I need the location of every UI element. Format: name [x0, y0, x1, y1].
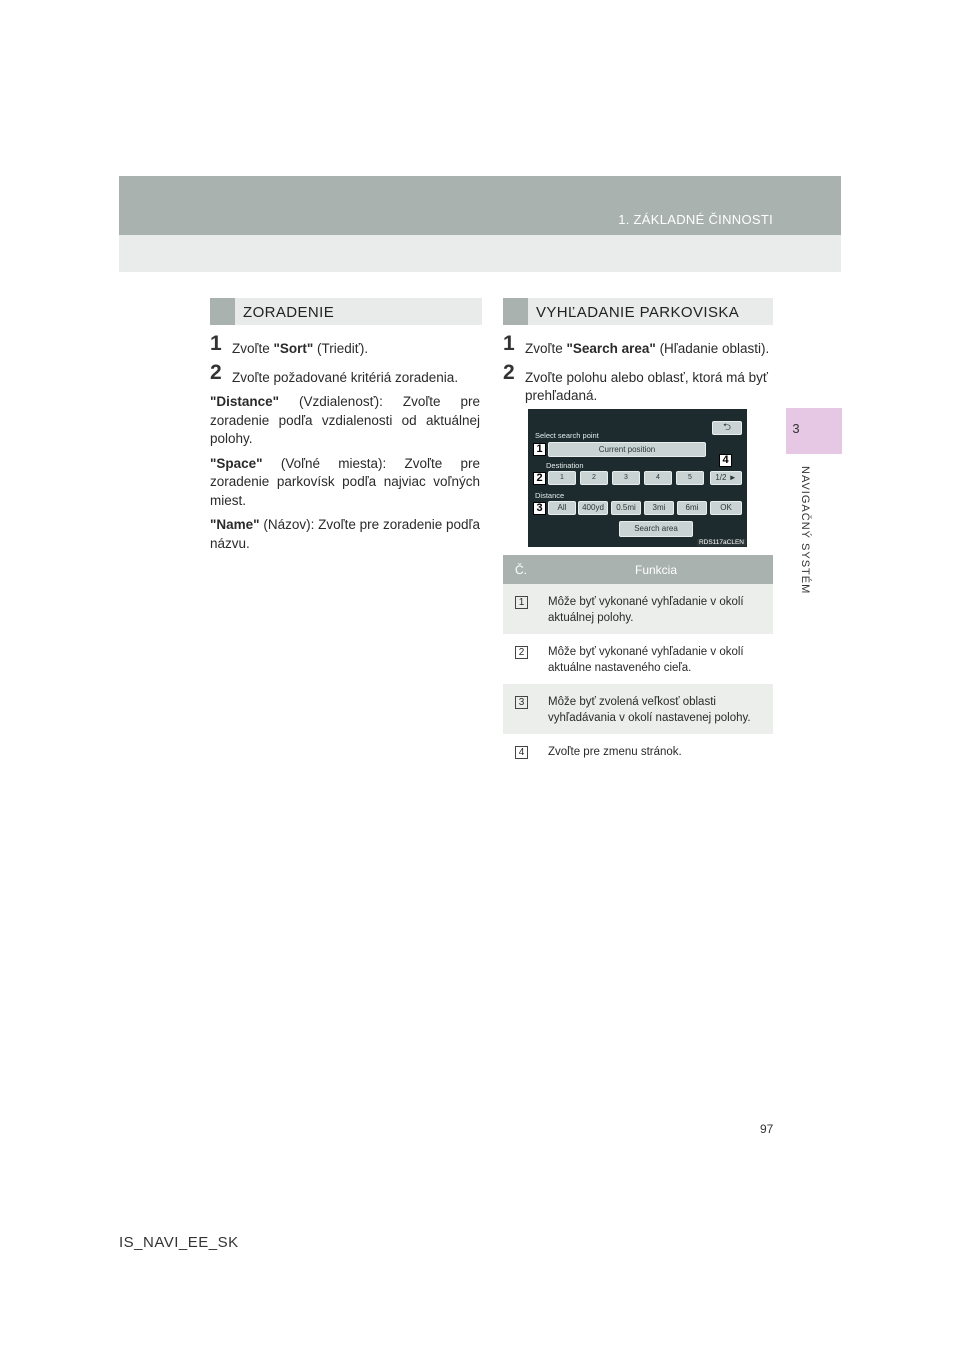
image-code: RDS117aCLEN: [698, 539, 744, 546]
search-area-button[interactable]: Search area: [619, 521, 693, 537]
distance-05mi-button[interactable]: 0.5mi: [611, 501, 641, 515]
callout-2: 2: [533, 472, 546, 485]
table-row: [503, 584, 773, 634]
row-number: 4: [515, 746, 528, 759]
navigation-screen: [528, 409, 747, 547]
right-column: [503, 332, 773, 416]
heading-text: ZORADENIE: [243, 304, 335, 321]
step-number: 1: [503, 332, 515, 355]
step-2: [210, 360, 480, 388]
heading-marker: [210, 298, 235, 325]
footer-code: IS_NAVI_EE_SK: [119, 1234, 239, 1251]
callout-4: 4: [719, 454, 732, 467]
option-name: [210, 516, 480, 553]
chapter-number: 3: [792, 421, 800, 436]
option-distance: [210, 393, 480, 449]
destination-4-button[interactable]: 4: [644, 471, 672, 485]
option-text: (Voľné miesta): Zvoľte pre zoradenie parkovísk podľa najviac voľných miest.: [210, 455, 480, 508]
row-number: 3: [515, 696, 528, 709]
step-key: "Search area": [566, 341, 656, 356]
function-table: [503, 555, 773, 768]
header-band: [119, 176, 841, 272]
step-2: [503, 360, 773, 406]
table-row: [503, 734, 773, 768]
screen-title: Select search point: [535, 431, 599, 440]
distance-3mi-button[interactable]: 3mi: [644, 501, 674, 515]
page-number: 97: [760, 1122, 774, 1136]
page-button[interactable]: 1/2 ►: [710, 471, 742, 485]
row-text: Môže byť vykonané vyhľadanie v okolí aktuálnej polohy.: [539, 584, 773, 634]
table-row: [503, 684, 773, 734]
distance-label: Distance: [535, 491, 565, 500]
step-text: Zvoľte: [525, 341, 567, 356]
step-text: Zvoľte požadované kritériá zoradenia.: [232, 369, 459, 385]
callout-3: 3: [533, 502, 546, 515]
option-space: [210, 455, 480, 511]
option-key: "Name": [210, 517, 260, 532]
return-arrow-icon: ⮌: [722, 422, 731, 433]
distance-6mi-button[interactable]: 6mi: [677, 501, 707, 515]
destination-5-button[interactable]: 5: [676, 471, 704, 485]
header-function: Funkcia: [539, 555, 773, 584]
ok-button[interactable]: OK: [710, 501, 742, 515]
step-key: "Sort": [273, 341, 314, 356]
step-text: Zvoľte: [232, 341, 274, 356]
current-position-button[interactable]: Current position: [548, 442, 706, 457]
destination-label: Destination: [546, 461, 584, 470]
heading-marker: [503, 298, 528, 325]
option-text: (Vzdialenosť): Zvoľte pre zoradenie podľa vzdialenosti od aktuálnej polohy.: [210, 394, 480, 446]
table-header: [503, 555, 773, 584]
header-no: Č.: [503, 555, 539, 584]
callout-1: 1: [533, 443, 546, 456]
step-1: [503, 332, 773, 359]
row-text: Môže byť zvolená veľkosť oblasti vyhľadávania v okolí nastavenej polohy.: [539, 684, 773, 734]
step-number: 2: [210, 360, 222, 384]
option-text: (Názov): Zvoľte pre zoradenie podľa názvu.: [210, 517, 480, 551]
distance-all-button[interactable]: All: [548, 501, 576, 515]
destination-2-button[interactable]: 2: [580, 471, 608, 485]
header-bar: [119, 176, 841, 235]
table-row: [503, 634, 773, 684]
destination-1-button[interactable]: 1: [548, 471, 576, 485]
section-heading-zoradenie: [210, 298, 482, 325]
step-text: (Hľadanie oblasti).: [655, 341, 770, 356]
step-number: 1: [210, 332, 222, 355]
row-text: Môže byť vykonané vyhľadanie v okolí aktuálne nastaveného cieľa.: [539, 634, 773, 684]
section-heading-parking: [503, 298, 773, 325]
left-column: [210, 332, 480, 559]
chapter-tab: [786, 408, 842, 454]
chapter-label: NAVIGAČNÝ SYSTÉM: [799, 466, 811, 595]
step-text: (Triediť).: [313, 341, 369, 356]
option-key: "Space": [210, 455, 263, 471]
distance-400yd-button[interactable]: 400yd: [578, 501, 608, 515]
row-number: 2: [515, 646, 528, 659]
heading-text: VYHĽADANIE PARKOVISKA: [536, 304, 740, 321]
step-1: [210, 332, 480, 359]
option-key: "Distance": [210, 394, 280, 409]
destination-3-button[interactable]: 3: [612, 471, 640, 485]
row-text: Zvoľte pre zmenu stránok.: [539, 734, 773, 768]
step-text: Zvoľte polohu alebo oblasť, ktorá má byť prehľadaná.: [525, 369, 768, 403]
step-number: 2: [503, 360, 515, 384]
row-number: 1: [515, 596, 528, 609]
back-button[interactable]: [712, 421, 742, 435]
section-title: 1. ZÁKLADNÉ ČINNOSTI: [618, 212, 773, 227]
